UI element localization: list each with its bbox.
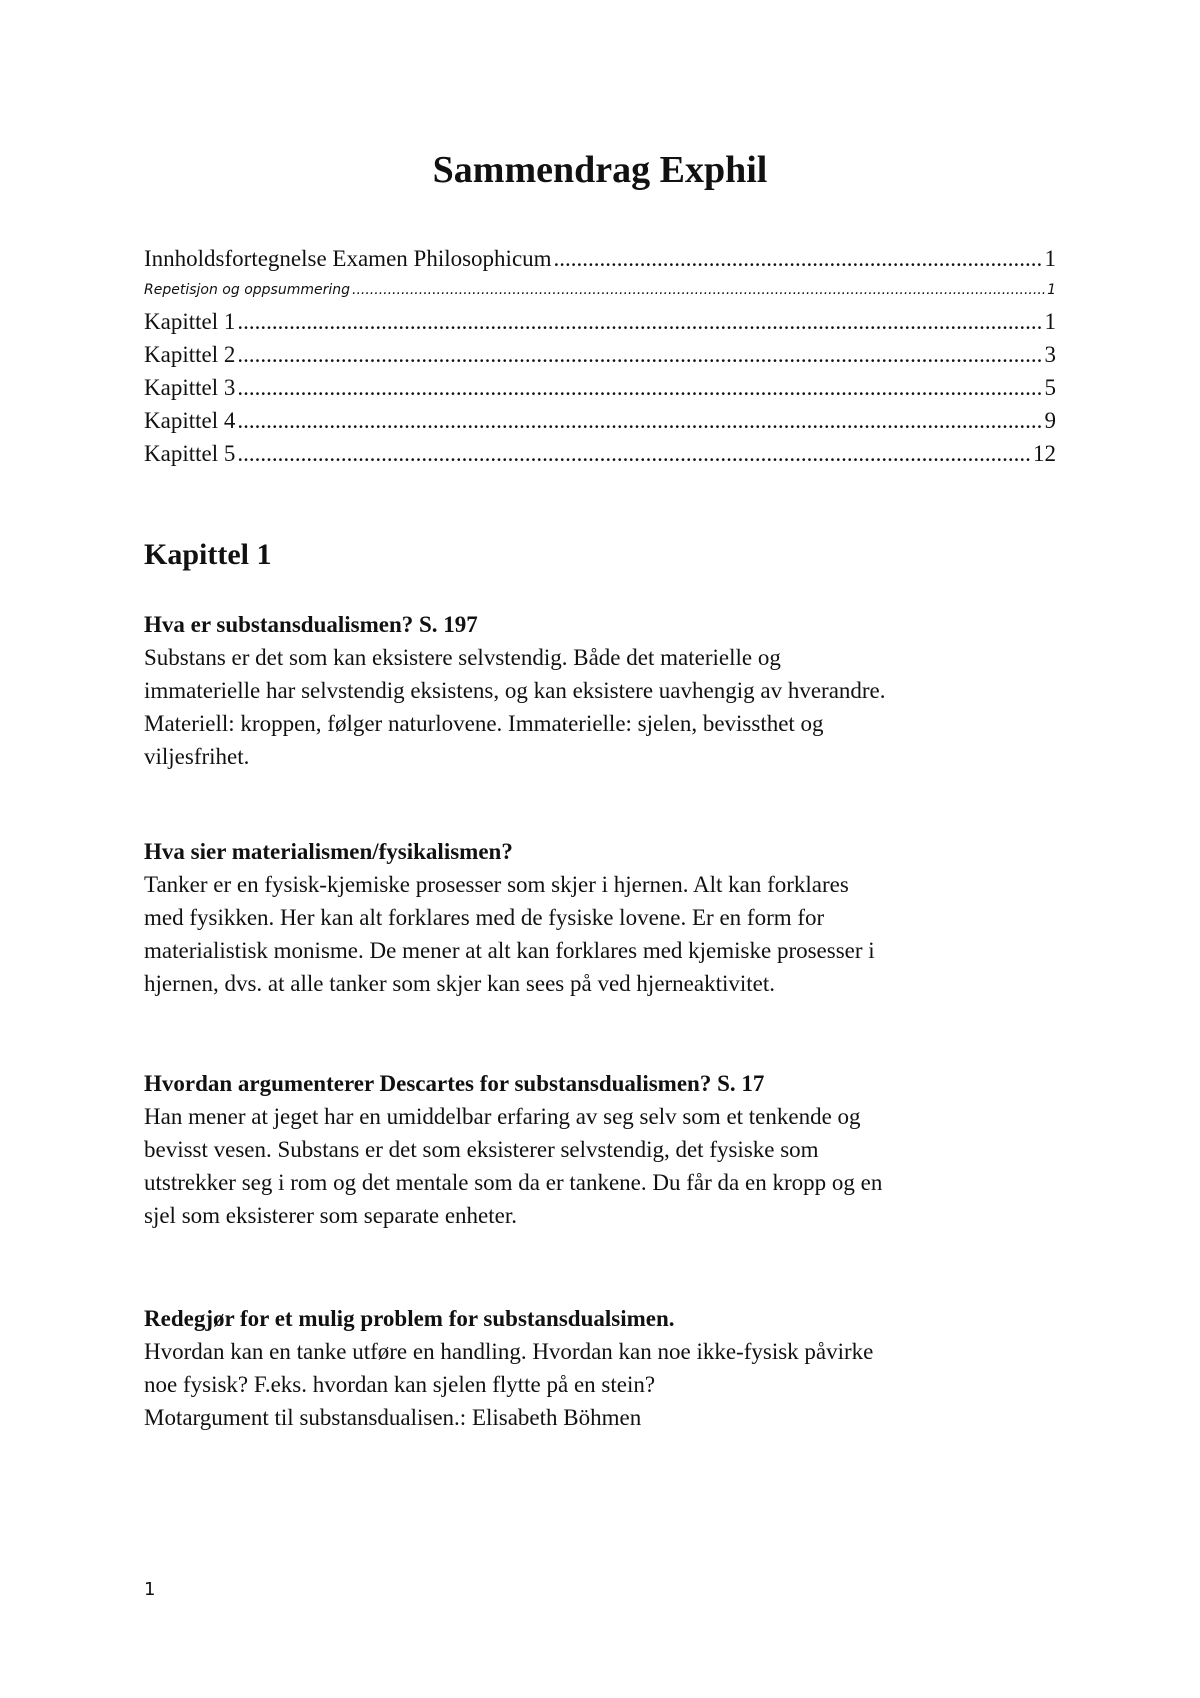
toc-leader-dots [554,242,1043,275]
answer-line: viljesfrihet. [144,744,250,769]
page-number: 1 [144,1579,156,1600]
toc-leader-dots [237,338,1042,371]
section-descartes [144,1067,1064,1232]
answer-line: hjernen, dvs. at alle tanker som skjer kan sees på ved hjerneaktivitet. [144,971,776,996]
section-question: Hva er substansdualismen? S. 197 [144,612,478,637]
answer-line: Han mener at jeget har en umiddelbar erfaring av seg selv som et tenkende og [144,1104,861,1129]
toc-entry-page: 12 [1033,441,1056,466]
answer-line: bevisst vesen. Substans er det som eksisterer selvstendig, det fysiske som [144,1137,819,1162]
toc-entry-repetisjon[interactable] [144,275,1056,305]
section-answer [144,868,1064,1000]
chapter-heading: Kapittel 1 [144,538,272,571]
toc-entry-page: 9 [1044,408,1056,433]
answer-line: Substans er det som kan eksistere selvstendig. Både det materielle og [144,645,781,670]
answer-line: utstrekker seg i rom og det mentale som da er tankene. Du får da en kropp og en [144,1170,883,1195]
toc-leader-dots [352,275,1045,305]
toc-entry-label: Kapittel 5 [144,441,236,466]
section-materialismen [144,835,1064,1000]
toc-entry-label: Innholdsfortegnelse Examen Philosophicum [144,246,552,271]
toc-entry-page: 3 [1044,342,1056,367]
answer-line: sjel som eksisterer som separate enheter. [144,1203,517,1228]
toc-entry-kapittel-4[interactable] [144,404,1056,437]
toc-entry-page: 1 [1047,282,1056,298]
toc-entry-kapittel-5[interactable] [144,437,1056,470]
toc-leader-dots [237,305,1042,338]
section-substansdualismen [144,608,1064,773]
toc-leader-dots [237,404,1042,437]
section-answer [144,641,1064,773]
toc-entry-page: 1 [1044,246,1056,271]
answer-line: med fysikken. Her kan alt forklares med de fysiske lovene. Er en form for [144,905,825,930]
section-problem [144,1302,1064,1434]
section-answer [144,1100,1064,1232]
answer-line: immaterielle har selvstendig eksistens, og kan eksistere uavhengig av hverandre. [144,678,886,703]
answer-line: materialistisk monisme. De mener at alt kan forklares med kjemiske prosesser i [144,938,875,963]
toc-entry-kapittel-2[interactable] [144,338,1056,371]
toc-entry-label: Kapittel 1 [144,309,236,334]
answer-line: Tanker er en fysisk-kjemiske prosesser som skjer i hjernen. Alt kan forklares [144,872,849,897]
toc-entry-kapittel-1[interactable] [144,305,1056,338]
toc-entry-kapittel-3[interactable] [144,371,1056,404]
toc-entry-innholdsfortegnelse[interactable] [144,242,1056,275]
toc-entry-label: Kapittel 2 [144,342,236,367]
document-title: Sammendrag Exphil [432,149,768,191]
answer-line: Materiell: kroppen, følger naturlovene. Immaterielle: sjelen, bevissthet og [144,711,824,736]
section-question: Hvordan argumenterer Descartes for substansdualismen? S. 17 [144,1071,765,1096]
toc-entry-label: Repetisjon og oppsummering [144,282,350,298]
section-answer [144,1335,1064,1434]
toc-leader-dots [237,371,1042,404]
toc-entry-page: 5 [1044,375,1056,400]
answer-line: noe fysisk? F.eks. hvordan kan sjelen flytte på en stein? [144,1372,656,1397]
toc-leader-dots [237,437,1031,470]
answer-line: Motargument til substansdualisen.: Elisabeth Böhmen [144,1405,642,1430]
toc-entry-label: Kapittel 4 [144,408,236,433]
toc-entry-page: 1 [1044,309,1056,334]
section-question: Redegjør for et mulig problem for substansdualsimen. [144,1306,675,1331]
answer-line: Hvordan kan en tanke utføre en handling. Hvordan kan noe ikke-fysisk påvirke [144,1339,874,1364]
toc-entry-label: Kapittel 3 [144,375,236,400]
section-question: Hva sier materialismen/fysikalismen? [144,839,513,864]
table-of-contents [144,242,1056,470]
